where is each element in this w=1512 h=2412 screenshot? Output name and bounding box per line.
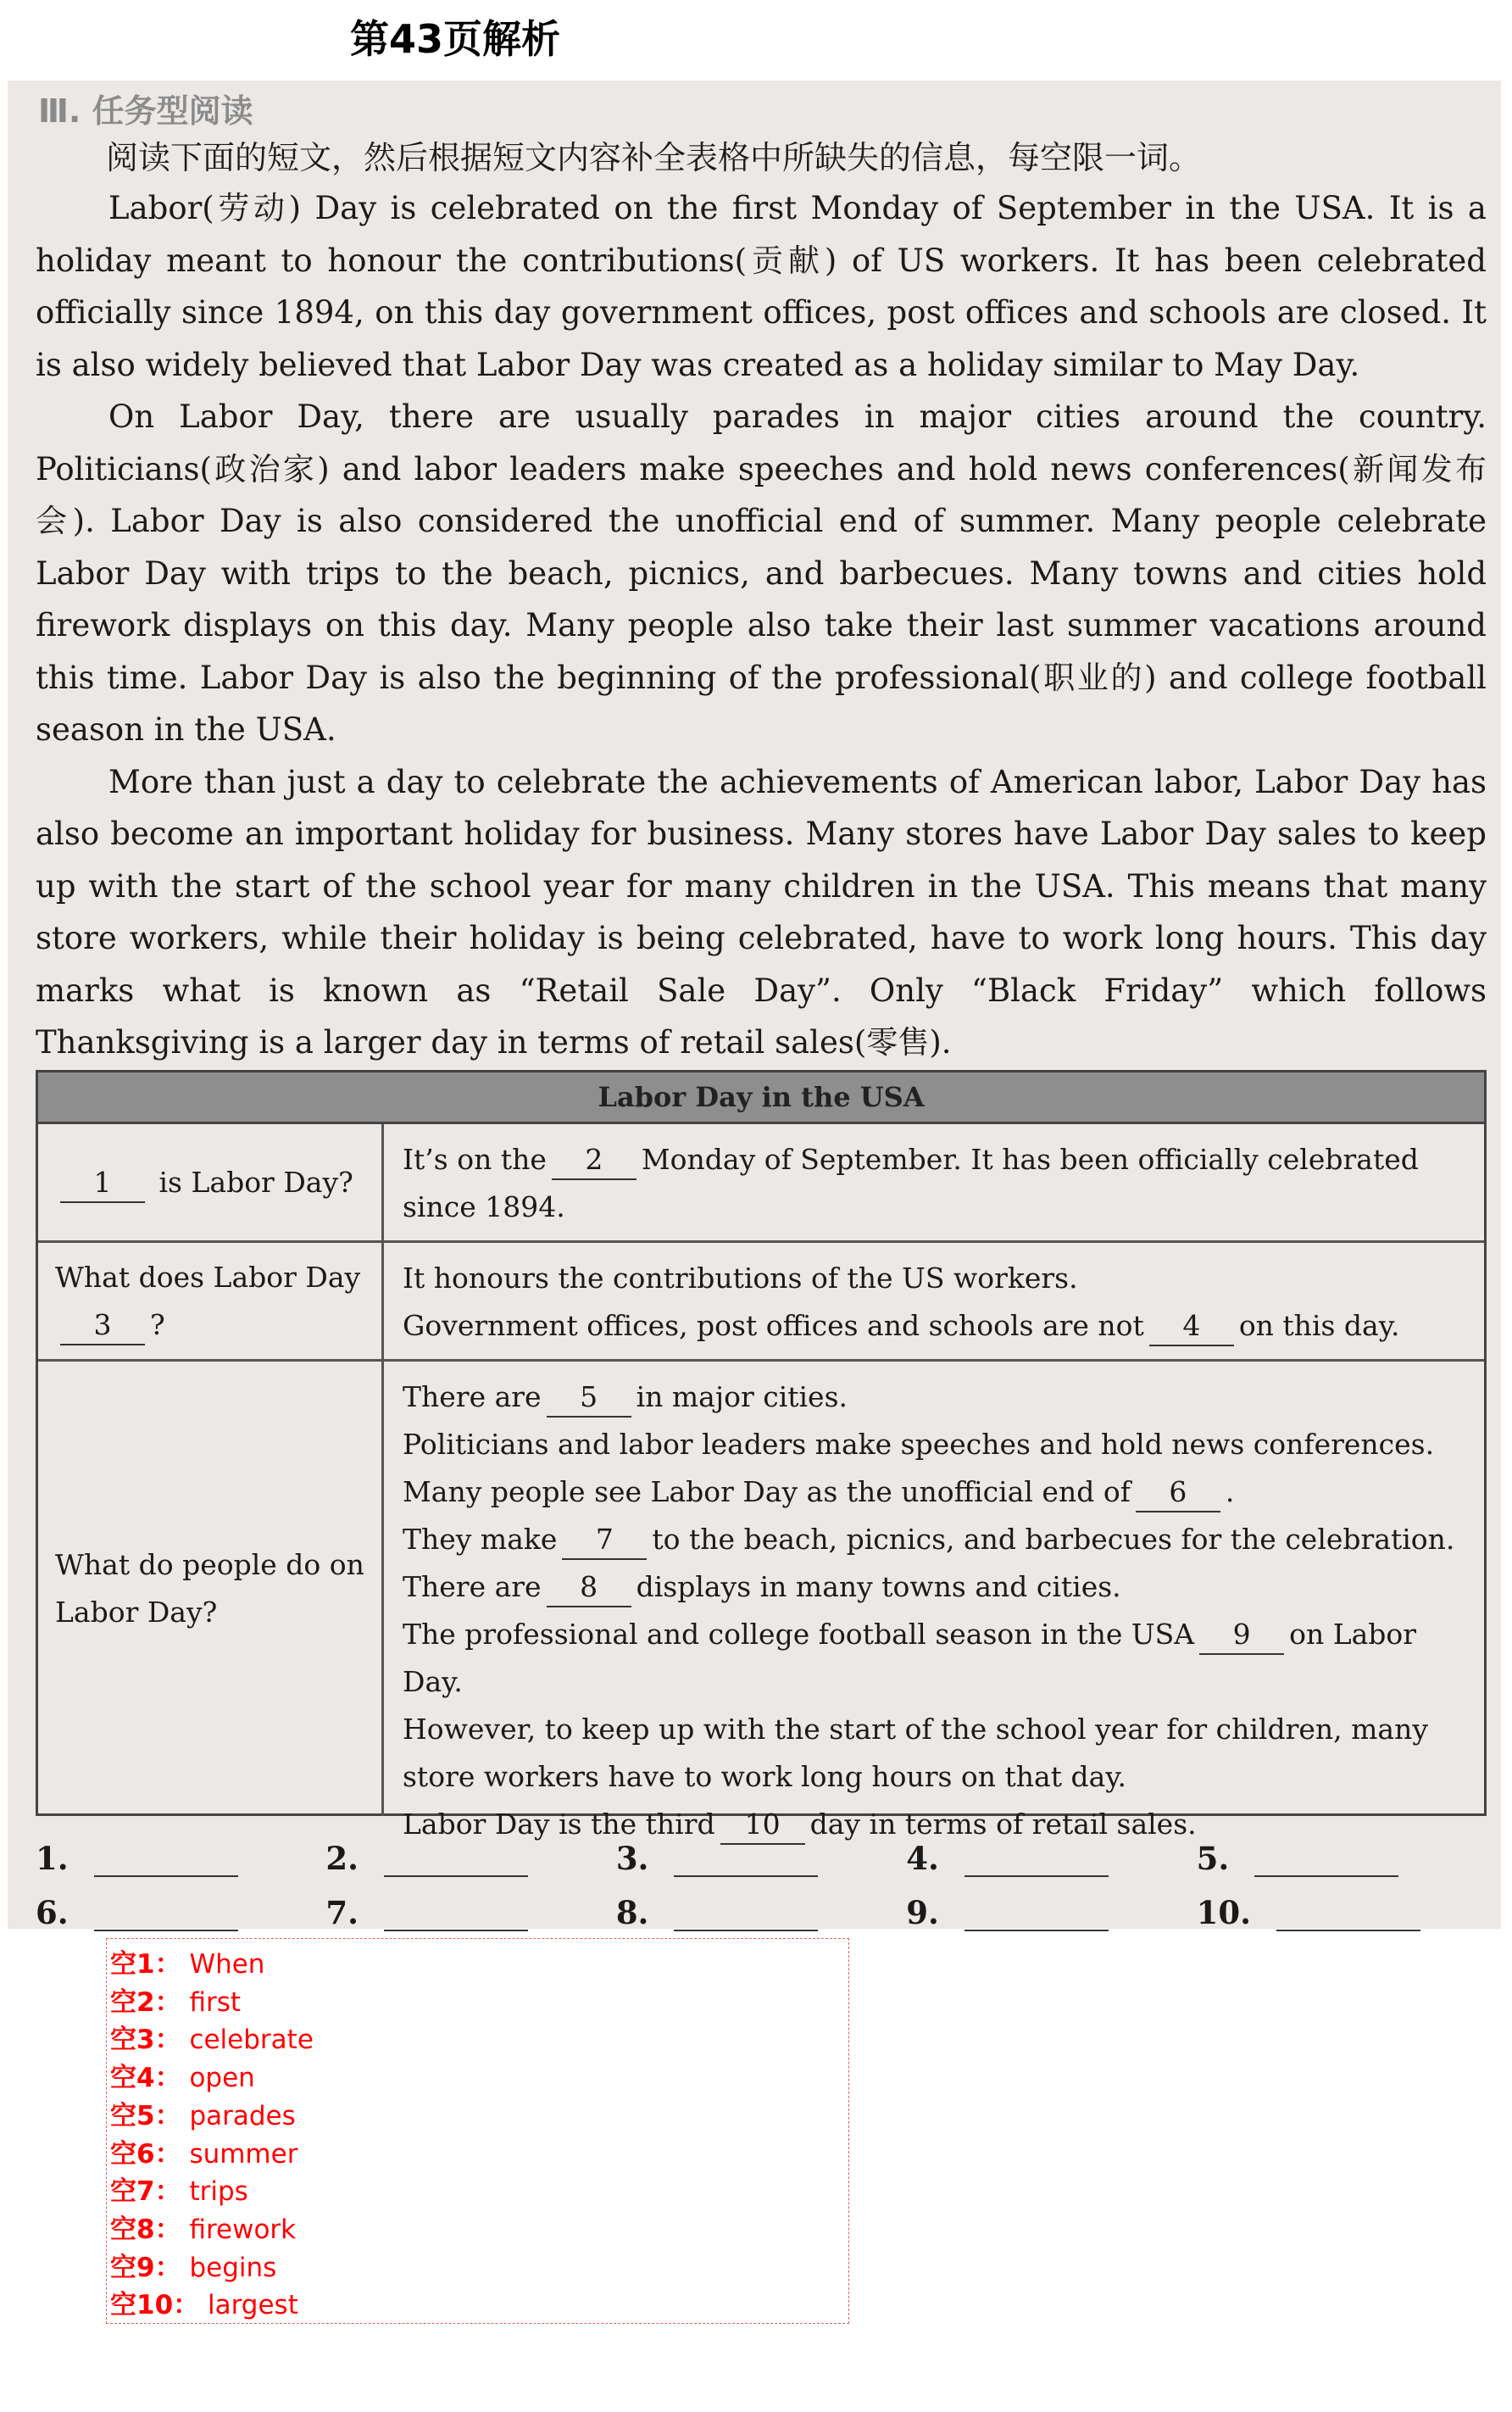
blank-1: 1 [60,1164,145,1203]
answer-key-label: 空5： [110,2100,181,2131]
answer-line [94,1870,238,1877]
cell-text: There are [403,1570,542,1603]
cell-text: Labor Day is the third [403,1808,715,1841]
answer-key-value: When [189,1949,265,1980]
answer-key-item [110,2173,845,2211]
blank-10: 10 [720,1806,805,1845]
answer-slot [906,1894,1196,1931]
answer-key-item [110,2211,845,2249]
passage-paragraph-2: On Labor Day, there are usually parades in major cities around the country. Politicians(政治家) and labor leaders make speeches and hold news conferences(新闻发布会). Labor Day is also considered the unofficial end of summer. Many people celebrate Labor Day with trips to the beach, picnics, and barbecues. Many towns and cities hold firework displays on this day. Many people also take their last summer vacations around this time. Labor Day is also the beginning of the professional(职业的) and college football season in the USA. [36,398,1487,748]
answer-key-label: 空10： [110,2290,200,2321]
question-cell [38,1124,384,1240]
answer-key-value: largest [208,2290,298,2321]
blank-3: 3 [60,1306,145,1345]
answer-key-label: 空3： [110,2025,181,2056]
cell-text: The professional and college football season in the USA [403,1618,1195,1651]
blank-2: 2 [552,1141,636,1180]
cell-text: It’s on the [403,1143,547,1176]
answer-cell [384,1362,1484,1841]
answer-key-label: 空9： [110,2252,181,2283]
answer-slot [616,1894,906,1931]
answer-line [384,1925,528,1931]
answer-slot [1197,1840,1487,1877]
section-label: Ⅲ. 任务型阅读 [38,92,253,130]
answer-key-value: summer [189,2138,298,2170]
answer-number: 1. [36,1840,69,1877]
answer-number: 4. [906,1840,939,1877]
cell-text: displays in many towns and cities. [636,1570,1121,1603]
answer-slot [1197,1894,1487,1931]
answer-number: 6. [36,1894,69,1931]
question-text: What do people do on Labor Day? [55,1548,364,1629]
reading-passage [36,182,1487,1069]
cell-text: However, to keep up with the start of the school year for children, many store workers have to work long hours on that day. [403,1713,1428,1793]
answer-number: 2. [325,1840,359,1877]
blank-8: 8 [547,1568,631,1607]
cell-text: on this day. [1238,1309,1400,1342]
answer-slot [36,1840,325,1877]
answer-slot [325,1840,615,1877]
cell-text: They make [403,1523,558,1556]
blank-7: 7 [562,1521,647,1560]
answer-lines [36,1823,1487,1931]
answer-slot [325,1894,615,1931]
blank-5: 5 [547,1379,631,1418]
answer-key-label: 空8： [110,2214,181,2245]
cell-text: . [1225,1475,1235,1508]
answer-line [94,1925,238,1931]
cell-text: to the beach, picnics, and barbecues for the celebration. [652,1523,1455,1556]
answer-key-value: first [189,1986,242,2018]
answer-key-item [110,1984,845,2022]
answer-line [1276,1925,1420,1931]
question-text: is Labor Day? [158,1165,353,1199]
cell-text: Many people see Labor Day as the unofficial end of [403,1475,1131,1508]
answer-line [674,1870,818,1877]
instruction: 阅读下面的短文，然后根据短文内容补全表格中所缺失的信息，每空限一词。 [106,139,1202,176]
table-title: Labor Day in the USA [38,1072,1484,1124]
answer-cell [384,1124,1484,1240]
answer-key-item [110,2287,845,2325]
blank-4: 4 [1149,1307,1234,1346]
answer-key-value: parades [189,2100,296,2131]
cell-text: Monday of September. It has been officially celebrated since 1894. [403,1143,1419,1223]
answer-key-value: begins [189,2252,277,2283]
answer-key-label: 空2： [110,1986,181,2018]
answer-row [36,1823,1487,1877]
answer-key-item [110,2136,845,2174]
answer-line [1254,1870,1398,1877]
answer-number: 3. [615,1840,649,1877]
answer-slot [906,1840,1196,1877]
answer-row [36,1877,1487,1931]
answer-line [964,1870,1109,1877]
page-title: 第43页解析 [350,16,561,62]
question-text: What does Labor Day [55,1260,361,1294]
answer-number: 8. [615,1894,649,1931]
answer-key-item [110,1946,845,1984]
answer-key-value: open [189,2063,255,2094]
answer-key-value: celebrate [189,2025,314,2056]
cell-text: in major cities. [636,1380,848,1413]
cell-text: Government offices, post offices and schools are not [403,1309,1144,1342]
answer-key-value: trips [189,2176,248,2208]
cell-text: Politicians and labor leaders make speeches and hold news conferences. [403,1428,1435,1461]
cell-text: It honours the contributions of the US workers. [403,1262,1078,1295]
answer-key-item [110,2059,845,2097]
cell-text: There are [403,1380,542,1413]
cell-text: on Labor Day. [403,1618,1417,1698]
answer-line [674,1925,818,1931]
answer-number: 7. [325,1894,359,1931]
table-row [38,1124,1484,1243]
question-cell [38,1243,384,1359]
answer-number: 10. [1196,1894,1251,1931]
cell-text: day in terms of retail sales. [809,1808,1197,1841]
blank-9: 9 [1199,1616,1284,1655]
passage-paragraph-3: More than just a day to celebrate the achievements of American labor, Labor Day has also become an important holiday for business. Many stores have Labor Day sales to keep up with the start of the school year for many children in the USA. This means that many store workers, while their holiday is being celebrated, have to work long hours. This day marks what is known as “Retail Sale Day”. Only “Black Friday” which follows Thanksgiving is a larger day in terms of retail sales(零售). [36,763,1487,1061]
answer-key-label: 空1： [110,1949,181,1980]
answer-key-label: 空7： [110,2176,181,2208]
answer-key-value: firework [189,2214,297,2245]
answer-key [106,1938,849,2324]
blank-6: 6 [1136,1473,1220,1512]
answer-line [384,1870,528,1877]
answer-number: 9. [906,1894,939,1931]
table-row [38,1362,1484,1841]
answer-key-item [110,2249,845,2287]
answer-slot [616,1840,906,1877]
answer-slot [36,1894,325,1931]
answer-line [964,1925,1109,1931]
labor-day-table [36,1070,1487,1841]
table-row [38,1243,1484,1362]
passage-paragraph-1: Labor(劳动) Day is celebrated on the first Monday of September in the USA. It is a holiday meant to honour the contributions(贡献) of US workers. It has been celebrated officially since 1894, on this day government offices, post offices and schools are closed. It is also widely believed that Labor Day was created as a holiday similar to May Day. [36,190,1487,383]
answer-number: 5. [1196,1840,1230,1877]
question-mark: ? [150,1307,165,1341]
answer-cell [384,1243,1484,1359]
answer-key-label: 空4： [110,2063,181,2094]
answer-key-label: 空6： [110,2138,181,2170]
question-cell [38,1362,384,1816]
answer-key-item [110,2021,845,2059]
answer-key-item [110,2097,845,2136]
